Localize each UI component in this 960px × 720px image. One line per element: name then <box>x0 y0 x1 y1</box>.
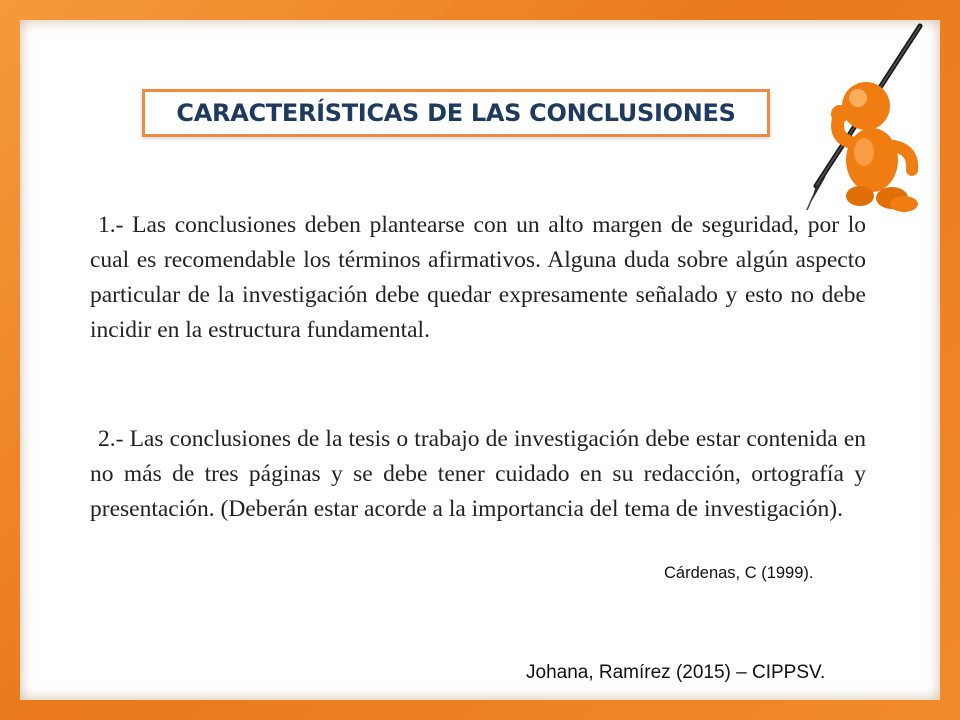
figure-with-pen-icon <box>780 18 960 218</box>
citation: Cárdenas, C (1999). <box>664 564 814 582</box>
paragraph-1: 1.- Las conclusiones deben plantearse con un alto margen de seguridad, por lo cual es recomendable los términos afirmativos. Alguna duda sobre algún aspecto particular de la investigación debe quedar expresamente señalado y esto no debe incidir en la estructura fundamental. <box>90 212 866 343</box>
paragraph-2: 2.- Las conclusiones de la tesis o trabajo de investigación debe estar contenida en no más de tres páginas y se debe tener cuidado en su redacción, ortografía y presentación. (Deberán estar acorde a la importancia del tema de investigación). <box>90 426 866 522</box>
title-box <box>142 89 770 137</box>
slide-title: CARACTERÍSTICAS DE LAS CONCLUSIONES <box>176 99 736 127</box>
footer-credit: Johana, Ramírez (2015) – CIPPSV. <box>526 662 826 683</box>
